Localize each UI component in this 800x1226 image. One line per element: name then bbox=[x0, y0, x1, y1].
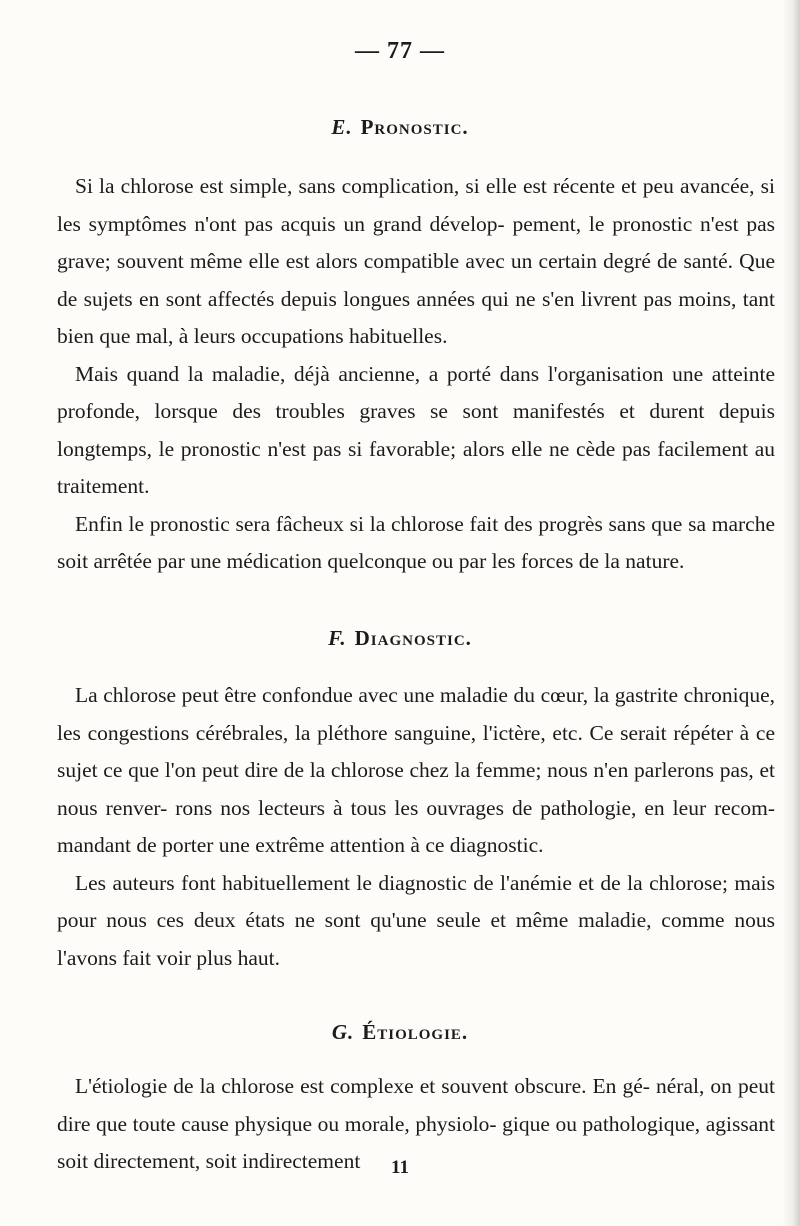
section-body-diagnostic bbox=[57, 677, 775, 977]
paragraph: Si la chlorose est simple, sans complication, si elle est récente et peu avancée, si les symptômes n'ont pas acquis un grand dévelop- pement, le pronostic n'est pas grave; souvent même elle est alors compatible avec un certain degré de santé. Que de sujets en sont affectés depuis longues années qui ne s'en livrent pas moins, tant bien que mal, à leurs occupations habituelles. bbox=[57, 174, 775, 348]
section-title: Étiologie. bbox=[362, 1020, 469, 1044]
section-letter: F. bbox=[328, 626, 347, 650]
section-title: Pronostic. bbox=[360, 115, 469, 139]
section-letter: G. bbox=[331, 1020, 355, 1044]
section-letter: E. bbox=[331, 115, 353, 139]
paragraph: Les auteurs font habituellement le diagnostic de l'anémie et de la chlorose; mais pour nous ces deux états ne sont qu'une seule et même maladie, comme nous l'avons fait voir plus haut. bbox=[57, 870, 775, 970]
page-number: — 77 — bbox=[355, 38, 445, 64]
section-heading-etiologie bbox=[0, 1020, 800, 1045]
paragraph: Mais quand la maladie, déjà ancienne, a porté dans l'organisation une atteinte profonde, lorsque des troubles graves se sont manifestés et durent depuis longtemps, le pronostic n'est pas si favorable; alors elle ne cède pas facilement au traitement. bbox=[57, 361, 775, 498]
paragraph: L'étiologie de la chlorose est complexe et souvent obscure. En gé- néral, on peut dire que toute cause physique ou morale, physiolo- gique ou pathologique, agissant soit directement, soit indirectement bbox=[57, 1074, 775, 1173]
section-heading-pronostic bbox=[0, 115, 800, 140]
paragraph: Enfin le pronostic sera fâcheux si la chlorose fait des progrès sans que sa marche soit arrêtée par une médication quelconque ou par les forces de la nature. bbox=[57, 511, 775, 573]
page-edge-shadow bbox=[782, 0, 800, 1226]
signature-mark: 11 bbox=[391, 1157, 409, 1178]
paragraph: La chlorose peut être confondue avec une maladie du cœur, la gastrite chronique, les congestions cérébrales, la pléthore sanguine, l'ictère, etc. Ce serait répéter à ce sujet ce que l'on peut dire de la chlorose chez la femme; nous n'en parlerons pas, et nous renver- rons nos lecteurs à tous les ouvrages de pathologie, en leur recom- mandant de porter une extrême attention à ce diagnostic. bbox=[57, 683, 775, 857]
section-body-pronostic bbox=[57, 168, 775, 581]
section-heading-diagnostic bbox=[0, 626, 800, 651]
section-title: Diagnostic. bbox=[354, 626, 472, 650]
